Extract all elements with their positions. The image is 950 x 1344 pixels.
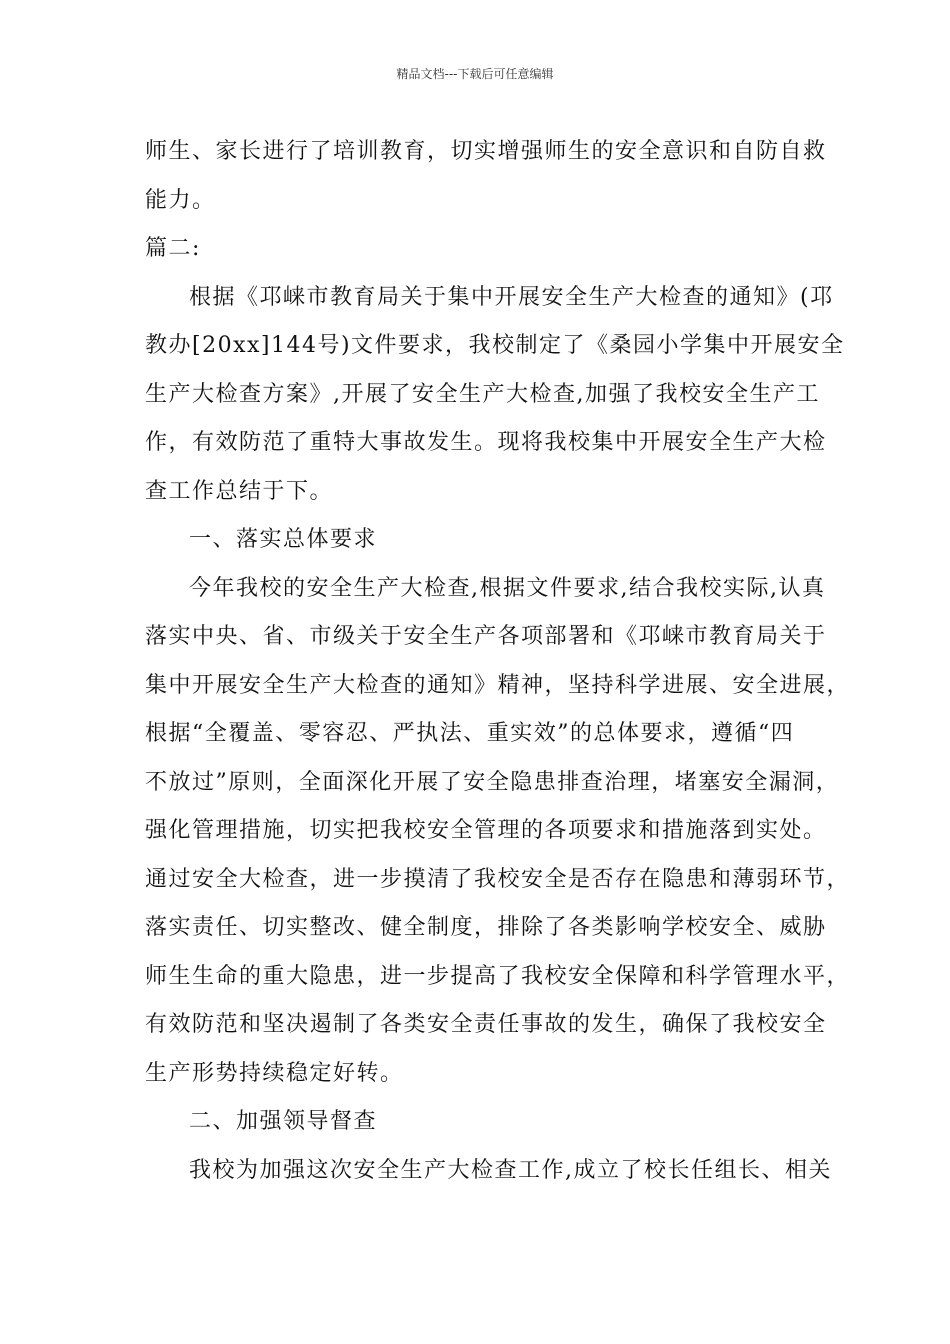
- text-line: 生产大检查方案》,开展了安全生产大检查,加强了我校安全生产工: [145, 381, 820, 407]
- text-line: 有效防范和坚决遏制了各类安全责任事故的发生，确保了我校安全: [145, 1012, 827, 1037]
- text-line: 不放过”原则，全面深化开展了安全隐患排查治理，堵塞安全漏洞，: [145, 769, 840, 795]
- text-line: 生产形势持续稳定好转。: [145, 1060, 404, 1086]
- text-line: 我校为加强这次安全生产大检查工作,成立了校长任组长、相关: [189, 1157, 832, 1183]
- text-line: 一、落实总体要求: [189, 527, 378, 552]
- text-line: 强化管理措施，切实把我校安全管理的各项要求和措施落到实处。: [145, 818, 827, 843]
- page-header: 精品文档---下载后可任意编辑: [396, 67, 554, 81]
- text-line: 作，有效防范了重特大事故发生。现将我校集中开展安全生产大检: [145, 430, 827, 455]
- text-line: 集中开展安全生产大检查的通知》精神，坚持科学进展、安全进展，: [145, 672, 851, 698]
- text-line: 今年我校的安全生产大检查,根据文件要求,结合我校实际,认真: [189, 575, 826, 601]
- text-line: 篇二:: [145, 236, 201, 261]
- text-line: 根据“全覆盖、零容忍、严执法、重实效”的总体要求，遵循“四: [145, 721, 795, 746]
- text-line: 二、加强领导督查: [189, 1109, 378, 1134]
- text-line: 教办[20xx]144号)文件要求，我校制定了《桑园小学集中开展安全: [145, 333, 845, 358]
- text-line: 通过安全大检查，进一步摸清了我校安全是否存在隐患和薄弱环节，: [145, 866, 851, 892]
- text-line: 根据《邛崃市教育局关于集中开展安全生产大检查的通知》(邛: [189, 284, 834, 310]
- text-line: 师生、家长进行了培训教育，切实增强师生的安全意识和自防自救: [145, 139, 827, 164]
- text-line: 查工作总结于下。: [145, 478, 334, 504]
- document-body: [145, 128, 851, 1195]
- text-line: 落实责任、切实整改、健全制度，排除了各类影响学校安全、威胁: [145, 915, 827, 940]
- text-line: 落实中央、省、市级关于安全生产各项部署和《邛崃市教育局关于: [145, 624, 827, 649]
- text-line: 师生生命的重大隐患，进一步提高了我校安全保障和科学管理水平，: [145, 963, 851, 989]
- text-line: 能力。: [145, 187, 216, 213]
